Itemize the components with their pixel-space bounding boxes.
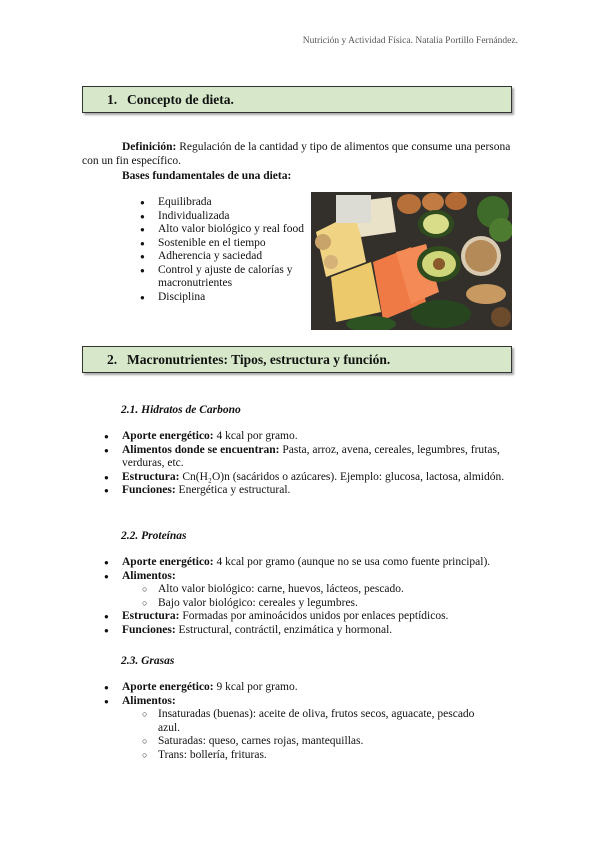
food-illustration-icon <box>311 192 512 330</box>
item-label: Alimentos: <box>122 569 176 582</box>
definition-label: Definición: <box>122 141 177 153</box>
list-item: ● Control y ajuste de calorías y macronutrientes <box>140 264 305 291</box>
item-text: Estructural, contráctil, enzimática y hormonal. <box>178 623 393 636</box>
item-label: Aporte energético: <box>122 681 214 693</box>
list-item: ○ Alto valor biológico: carne, huevos, lácteos, pescado. <box>122 583 514 597</box>
proteins-list <box>104 556 514 637</box>
list-item <box>104 484 514 498</box>
carbs-list <box>104 430 514 498</box>
item-text: Cn(H₂O)n (sacáridos o azúcares). Ejemplo: glucosa, lactosa, almidón. <box>182 470 505 483</box>
item-label: Funciones: <box>122 484 176 496</box>
item-label: Alimentos donde se encuentran: <box>122 443 280 456</box>
list-item: ○ Saturadas: queso, carnes rojas, mantequillas. <box>122 735 477 749</box>
list-item: ● Alto valor biológico y real food <box>140 223 305 237</box>
item-text: 4 kcal por gramo (aunque no se usa como fuente principal). <box>216 556 491 568</box>
proteins-heading: 2.2. Proteínas <box>121 530 187 542</box>
list-item: ● Disciplina <box>140 291 305 305</box>
definition-paragraph <box>82 140 512 168</box>
list-item <box>104 444 514 471</box>
bases-label: Bases fundamentales de una dieta: <box>122 170 292 182</box>
fats-list <box>104 681 514 762</box>
list-item <box>104 624 514 638</box>
section-1-title: Concepto de dieta. <box>127 91 234 107</box>
list-item: ● Sostenible en el tiempo <box>140 237 305 251</box>
item-label: Estructura: <box>122 470 180 483</box>
item-label: Funciones: <box>122 623 176 636</box>
list-item <box>104 695 514 763</box>
list-item: ● Adherencia y saciedad <box>140 250 305 264</box>
fats-heading: 2.3. Grasas <box>121 655 175 667</box>
section-2-title: Macronutrientes: Tipos, estructura y función. <box>127 351 391 367</box>
item-text: Formadas por aminoácidos unidos por enlaces peptídicos. <box>182 610 449 622</box>
list-item: ● Equilibrada <box>140 196 305 210</box>
list-item <box>104 610 514 624</box>
item-label: Aporte energético: <box>122 430 214 442</box>
item-text: 4 kcal por gramo. <box>216 430 298 442</box>
list-item: ○ Bajo valor biológico: cereales y legumbres. <box>122 597 514 611</box>
list-item: ○ Trans: bollería, frituras. <box>122 749 477 763</box>
item-label: Aporte energético: <box>122 556 214 568</box>
list-item <box>104 471 514 485</box>
item-text: 9 kcal por gramo. <box>216 681 298 693</box>
item-label: Estructura: <box>122 610 180 622</box>
section-2-number: 2. <box>107 351 118 367</box>
item-label: Alimentos: <box>122 694 176 707</box>
list-item <box>104 430 514 444</box>
list-item <box>104 556 514 570</box>
list-item <box>104 570 514 611</box>
header-note: Nutrición y Actividad Física. Natalia Portillo Fernández. <box>302 36 518 46</box>
section-1-heading <box>82 86 512 113</box>
definition-text: Regulación de la cantidad y tipo de alimentos que consume una persona con un fin específico. <box>82 141 511 167</box>
section-2-heading <box>82 346 512 373</box>
item-text: Pasta, arroz, avena, cereales, legumbres, frutas, verduras, etc. <box>122 443 500 469</box>
list-item: ● Individualizada <box>140 210 305 224</box>
list-item: ○ Insaturadas (buenas): aceite de oliva, frutos secos, aguacate, pescado azul. <box>122 708 477 735</box>
proteins-foods-sublist <box>122 583 514 610</box>
section-1-number: 1. <box>107 91 118 107</box>
fats-foods-sublist <box>122 708 477 762</box>
list-item <box>104 681 514 695</box>
healthy-food-photo <box>311 192 512 330</box>
bases-list <box>140 196 305 304</box>
carbs-heading: 2.1. Hidratos de Carbono <box>121 404 241 416</box>
item-text: Energética y estructural. <box>178 484 291 496</box>
